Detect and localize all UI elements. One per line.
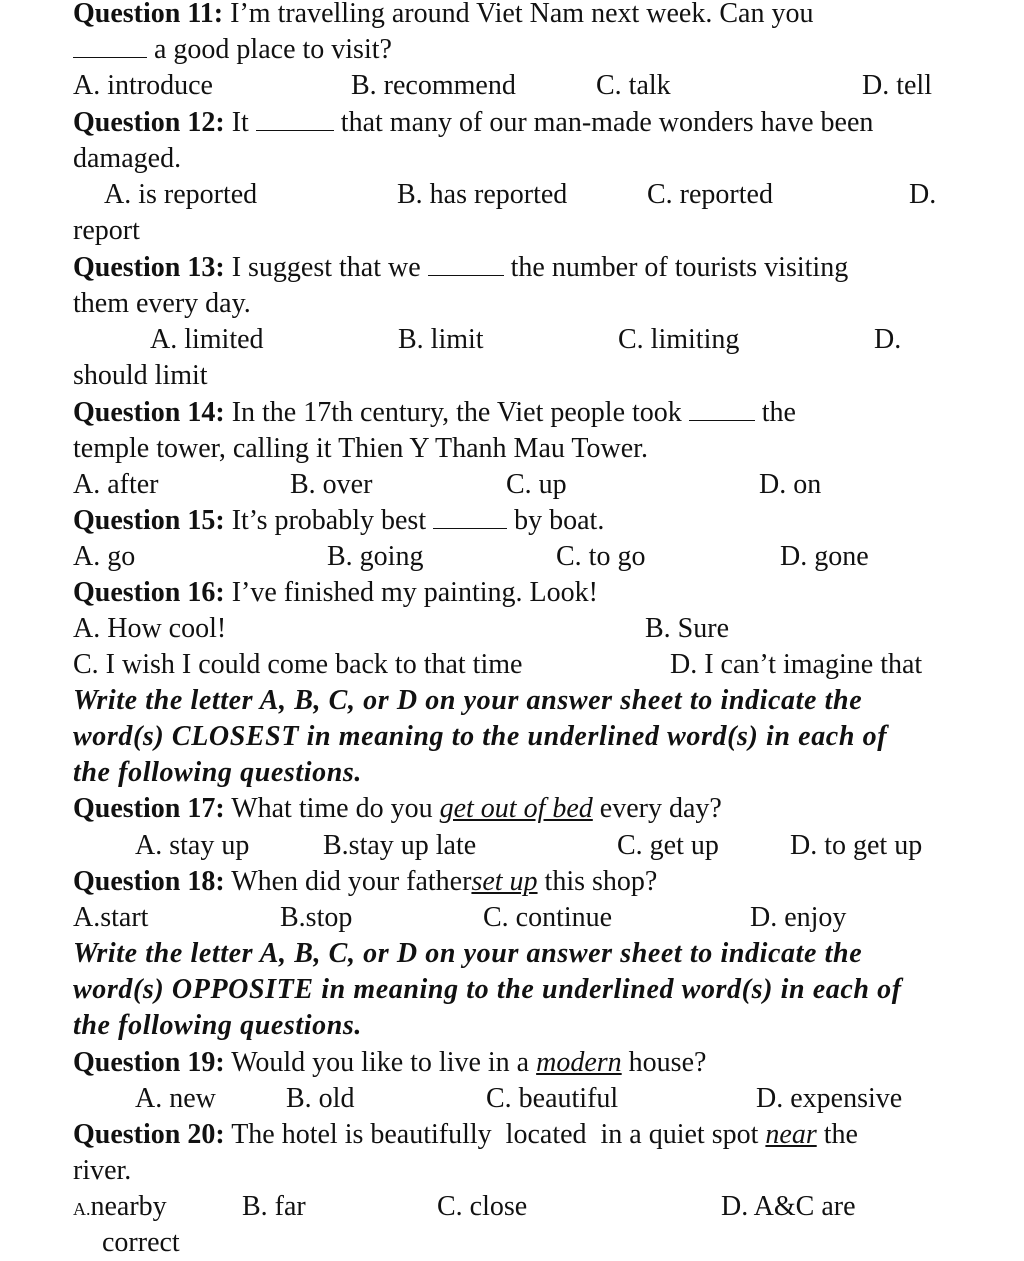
option-d-cont: report xyxy=(73,215,140,246)
option-d-cont: correct xyxy=(102,1227,180,1258)
option-d: D. xyxy=(874,324,902,355)
question-15-text-cont: by boat. xyxy=(514,505,605,536)
option-c: C. limiting xyxy=(618,324,740,355)
question-16-line-1 xyxy=(73,575,598,611)
question-13-text-cont: the number of tourists visiting xyxy=(510,252,849,283)
option-d: D. A&C are xyxy=(721,1191,856,1222)
option-c: C. beautiful xyxy=(486,1083,619,1114)
option-d: D. I can’t imagine that xyxy=(670,649,923,680)
question-12-label: Question 12: xyxy=(73,107,225,138)
question-17-line-1 xyxy=(73,791,722,827)
option-d: D. on xyxy=(759,469,822,500)
answer-blank xyxy=(256,106,334,131)
option-b: B.stop xyxy=(280,902,353,933)
instruction-opposite-line-3: the following questions. xyxy=(73,1010,363,1041)
option-c: C. continue xyxy=(483,902,613,933)
question-14-line-2: temple tower, calling it Thien Y Thanh Mau Tower. xyxy=(73,433,648,464)
answer-blank xyxy=(689,396,755,421)
option-b: B. recommend xyxy=(351,70,516,101)
option-b: B. Sure xyxy=(645,613,729,644)
option-b: B. limit xyxy=(398,324,484,355)
option-b: B. old xyxy=(286,1083,355,1114)
question-15-line-1 xyxy=(73,503,604,539)
option-a: A. go xyxy=(73,541,136,572)
question-16-text: I’ve finished my painting. Look! xyxy=(231,577,598,608)
question-12-text: It xyxy=(231,107,249,138)
question-20-text-cont: the xyxy=(823,1119,858,1150)
question-19-text-cont: house? xyxy=(628,1047,707,1078)
answer-blank xyxy=(433,504,507,529)
question-19-label: Question 19: xyxy=(73,1047,225,1078)
question-11-text-cont: a good place to visit? xyxy=(154,34,392,65)
question-20-label: Question 20: xyxy=(73,1119,225,1150)
question-14-text-cont: the xyxy=(761,397,796,428)
question-14-line-1 xyxy=(73,395,796,431)
instruction-opposite-line-2: word(s) OPPOSITE in meaning to the underlined word(s) in each of xyxy=(73,974,902,1005)
question-18-text: When did your father xyxy=(231,866,472,897)
question-13-line-1 xyxy=(73,250,848,286)
option-d: D. to get up xyxy=(790,830,923,861)
option-a: A.start xyxy=(73,902,149,933)
option-a-word: nearby xyxy=(90,1191,167,1222)
question-20-line-2: river. xyxy=(73,1155,132,1186)
option-a-letter: A. xyxy=(73,1199,91,1219)
question-11-line-2 xyxy=(73,32,392,68)
question-15-text: It’s probably best xyxy=(231,505,427,536)
question-15-label: Question 15: xyxy=(73,505,225,536)
option-d: D. gone xyxy=(780,541,869,572)
question-12-text-cont: that many of our man-made wonders have been xyxy=(340,107,874,138)
question-13-line-2: them every day. xyxy=(73,288,251,319)
option-a: A. stay up xyxy=(135,830,250,861)
option-b: B.stay up late xyxy=(323,830,477,861)
answer-blank xyxy=(428,251,504,276)
question-12-line-1 xyxy=(73,105,873,141)
question-18-text-cont: this shop? xyxy=(544,866,658,897)
option-b: B. over xyxy=(290,469,373,500)
option-c: C. to go xyxy=(556,541,646,572)
question-13-label: Question 13: xyxy=(73,252,225,283)
option-c: C. talk xyxy=(596,70,671,101)
option-a xyxy=(73,1189,167,1227)
option-a: A. limited xyxy=(150,324,264,355)
question-13-text: I suggest that we xyxy=(231,252,421,283)
option-b: B. has reported xyxy=(397,179,568,210)
question-17-text-cont: every day? xyxy=(599,793,722,824)
instruction-opposite-line-1: Write the letter A, B, C, or D on your answer sheet to indicate the xyxy=(73,938,863,969)
underlined-phrase: get out of bed xyxy=(439,793,593,824)
option-d: D. enjoy xyxy=(750,902,847,933)
underlined-phrase: modern xyxy=(536,1047,622,1078)
instruction-closest-line-2: word(s) CLOSEST in meaning to the underlined word(s) in each of xyxy=(73,721,888,752)
answer-blank xyxy=(73,33,147,58)
option-d: D. expensive xyxy=(756,1083,903,1114)
option-d: D. xyxy=(909,179,937,210)
question-19-text: Would you like to live in a xyxy=(231,1047,530,1078)
option-c: C. up xyxy=(506,469,567,500)
question-18-label: Question 18: xyxy=(73,866,225,897)
option-d-cont: should limit xyxy=(73,360,208,391)
question-18-line-1 xyxy=(73,864,657,900)
option-a: A. How cool! xyxy=(73,613,227,644)
question-20-line-1 xyxy=(73,1117,858,1153)
underlined-phrase: near xyxy=(765,1119,817,1150)
option-c: C. I wish I could come back to that time xyxy=(73,649,523,680)
option-b: B. going xyxy=(327,541,424,572)
option-a: A. is reported xyxy=(104,179,258,210)
question-20-text: The hotel is beautifully located in a quiet spot xyxy=(231,1119,759,1150)
option-a: A. new xyxy=(135,1083,216,1114)
option-c: C. get up xyxy=(617,830,719,861)
question-17-text: What time do you xyxy=(231,793,433,824)
question-11-line-1 xyxy=(73,0,813,32)
question-14-text: In the 17th century, the Viet people took xyxy=(231,397,682,428)
underlined-phrase: set up xyxy=(471,866,538,897)
option-a: A. introduce xyxy=(73,70,213,101)
question-16-label: Question 16: xyxy=(73,577,225,608)
instruction-closest-line-3: the following questions. xyxy=(73,757,363,788)
option-d: D. tell xyxy=(862,70,932,101)
option-a: A. after xyxy=(73,469,159,500)
question-11-label: Question 11: xyxy=(73,0,224,29)
question-17-label: Question 17: xyxy=(73,793,225,824)
option-b: B. far xyxy=(242,1191,306,1222)
question-12-line-2: damaged. xyxy=(73,143,182,174)
option-c: C. reported xyxy=(647,179,773,210)
question-11-text: I’m travelling around Viet Nam next week. Can you xyxy=(230,0,814,29)
question-19-line-1 xyxy=(73,1045,706,1081)
question-14-label: Question 14: xyxy=(73,397,225,428)
instruction-closest-line-1: Write the letter A, B, C, or D on your answer sheet to indicate the xyxy=(73,685,863,716)
option-c: C. close xyxy=(437,1191,528,1222)
